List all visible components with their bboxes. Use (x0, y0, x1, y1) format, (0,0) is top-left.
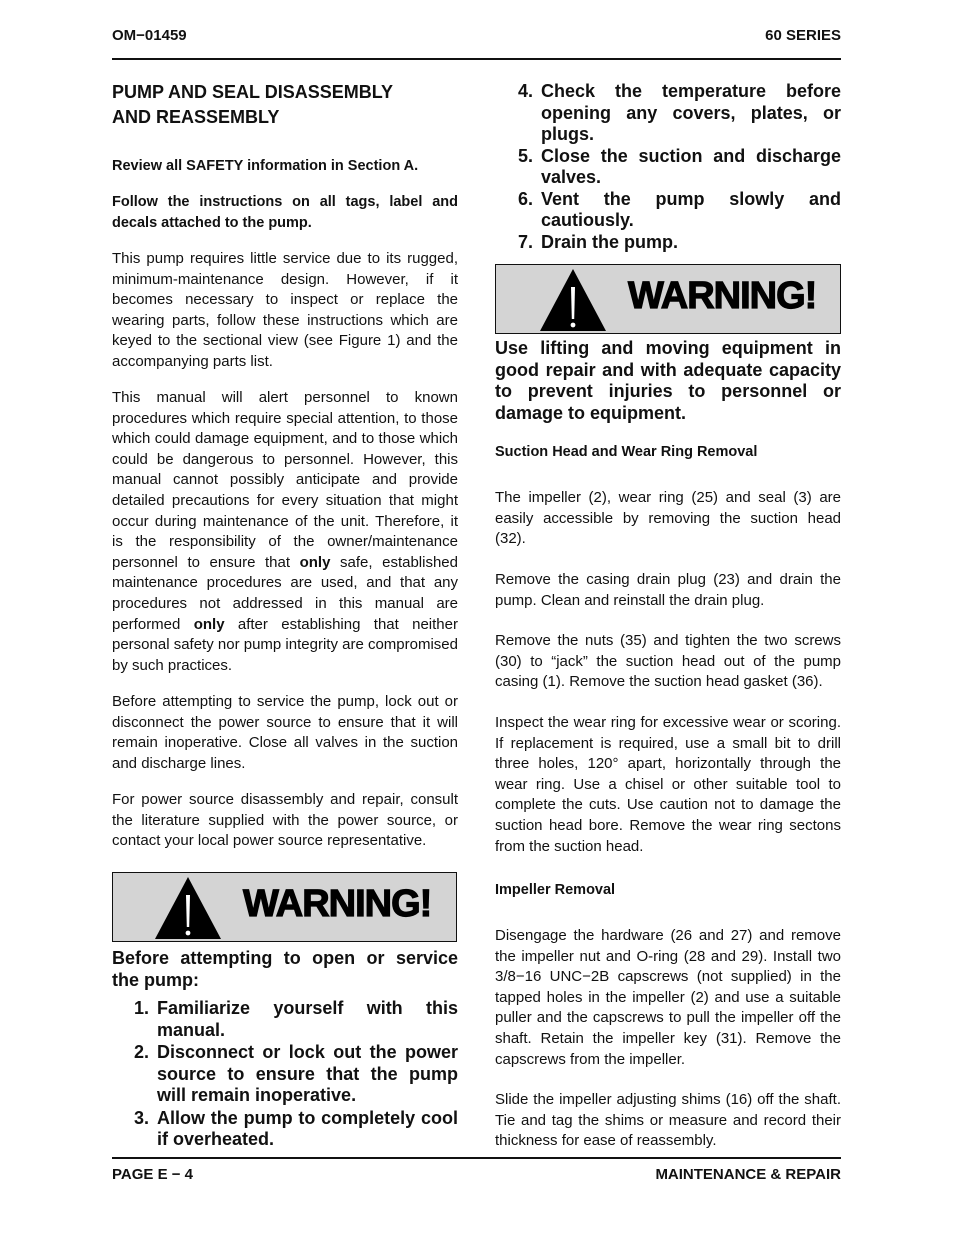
emphasis-only-2: only (193, 615, 225, 633)
step-text: Drain the pump. (541, 231, 679, 252)
responsibility-text-a: This manual will alert personnel to known procedures which require special attention, to those which could damage equipment, and to those which could be dangerous to personnel. However, this manual cannot possibly anticipate and provide detailed precautions for every situation that might occur during maintenance of the unit. Therefore, it is the responsibility of the owner/maintenance personnel to ensure that (112, 389, 458, 571)
safety-step-2 (134, 1042, 458, 1107)
review-safety-note: Review all SAFETY information in Section A. (112, 158, 419, 174)
warning-label-left: WARNING! (243, 883, 432, 925)
lifting-warning-text: Use lifting and moving equipment in good repair and with adequate capacity to prevent injuries to personnel or damage to equipment. (495, 338, 841, 423)
section-name: MAINTENANCE & REPAIR (655, 1166, 841, 1183)
suction-paragraph-3: Remove the nuts (35) and tighten the two screws (30) to “jack” the suction head out of the pump casing (1). Remove the suction head gasket (36). (495, 632, 841, 691)
intro-paragraph: This pump requires little service due to its rugged, minimum-maintenance design. However, if it becomes necessary to inspect or replace the wearing parts, follow these instructions which are keyed to the sectional view (see Figure 1) and the accompanying parts list. (112, 250, 458, 370)
suction-head-heading: Suction Head and Wear Ring Removal (495, 444, 758, 460)
warning-label-right: WARNING! (628, 275, 817, 317)
safety-step-1 (134, 998, 458, 1041)
responsibility-text-c: after establishing that neither personal safety nor pump integrity are compromised by such practices. (112, 615, 458, 674)
responsibility-paragraph (112, 388, 458, 676)
step-text: Vent the pump slowly and cautiously. (541, 188, 841, 230)
step-number: 6. (518, 188, 534, 209)
responsibility-text-b: safe, established maintenance procedures are used, and that any procedures not addressed in this manual are performed (112, 553, 458, 633)
left-column (112, 80, 458, 130)
power-source-paragraph: For power source disassembly and repair, consult the literature supplied with the power source, or contact your local power source representative. (112, 791, 458, 850)
safety-step-4 (518, 81, 841, 146)
emphasis-only-1: only (299, 553, 331, 571)
safety-step-3 (134, 1107, 458, 1151)
step-number: 7. (518, 231, 534, 252)
warning-box-right (495, 264, 841, 334)
step-number: 5. (518, 145, 534, 166)
step-number: 4. (518, 81, 534, 101)
section-title-line2: AND REASSEMBLY (112, 107, 280, 127)
safety-steps-list-right (518, 81, 841, 253)
step-number: 2. (134, 1042, 150, 1062)
footer-rule (112, 1157, 841, 1159)
impeller-removal-heading: Impeller Removal (495, 882, 616, 898)
warning-box-left (112, 872, 457, 942)
safety-step-7 (518, 231, 841, 254)
page-number: PAGE E − 4 (112, 1166, 194, 1183)
warning-triangle-icon (538, 267, 608, 333)
impeller-paragraph-2: Slide the impeller adjusting shims (16) off the shaft. Tie and tag the shims or measure and record their thickness for ease of reassembly. (495, 1091, 841, 1150)
series-label: 60 SERIES (765, 27, 841, 44)
lockout-paragraph: Before attempting to service the pump, lock out or disconnect the power source to ensure that it will remain inoperative. Close all valves in the suction and discharge lines. (112, 693, 458, 772)
impeller-paragraph-1: Disengage the hardware (26 and 27) and remove the impeller nut and O-ring (28 and 29). Install two 3/8−16 UNC−2B capscrews (not supplied) in the tapped holes in the impeller (2) and use a suitable puller and the capscrews to pull the impeller off the shaft. Retain the impeller key (31). Remove the capscrews from the impeller. (495, 927, 841, 1068)
step-text: Disconnect or lock out the power source to ensure that the pump will remain inoperative. (157, 1042, 458, 1105)
document-id: OM−01459 (112, 27, 187, 44)
step-text: Allow the pump to completely cool if overheated. (157, 1107, 458, 1149)
step-number: 3. (134, 1107, 150, 1128)
safety-step-5 (518, 145, 841, 189)
safety-steps-list-left (134, 998, 458, 1151)
step-text: Close the suction and discharge valves. (541, 145, 841, 187)
step-text: Familiarize yourself with this manual. (157, 998, 458, 1040)
step-text: Check the temperature before opening any covers, plates, or plugs. (541, 81, 841, 144)
follow-instructions-note: Follow the instructions on all tags, label and decals attached to the pump. (112, 194, 458, 231)
suction-paragraph-4: Inspect the wear ring for excessive wear or scoring. If replacement is required, use a small bit to drill three holes, 120° apart, horizontally through the wear ring. Use a chisel or other suitable tool to complete the cuts. Use caution not to damage the suction head bore. Remove the wear ring sectons from the suction head. (495, 714, 841, 855)
section-title-line1: PUMP AND SEAL DISASSEMBLY (112, 82, 394, 102)
before-service-heading: Before attempting to open or service the pump: (112, 948, 458, 990)
safety-step-6 (518, 188, 841, 232)
step-number: 1. (134, 998, 150, 1018)
suction-paragraph-2: Remove the casing drain plug (23) and drain the pump. Clean and reinstall the drain plug. (495, 571, 841, 609)
warning-triangle-icon (153, 875, 223, 941)
suction-paragraph-1: The impeller (2), wear ring (25) and seal (3) are easily accessible by removing the suction head (32). (495, 489, 841, 548)
header-rule (112, 58, 841, 60)
